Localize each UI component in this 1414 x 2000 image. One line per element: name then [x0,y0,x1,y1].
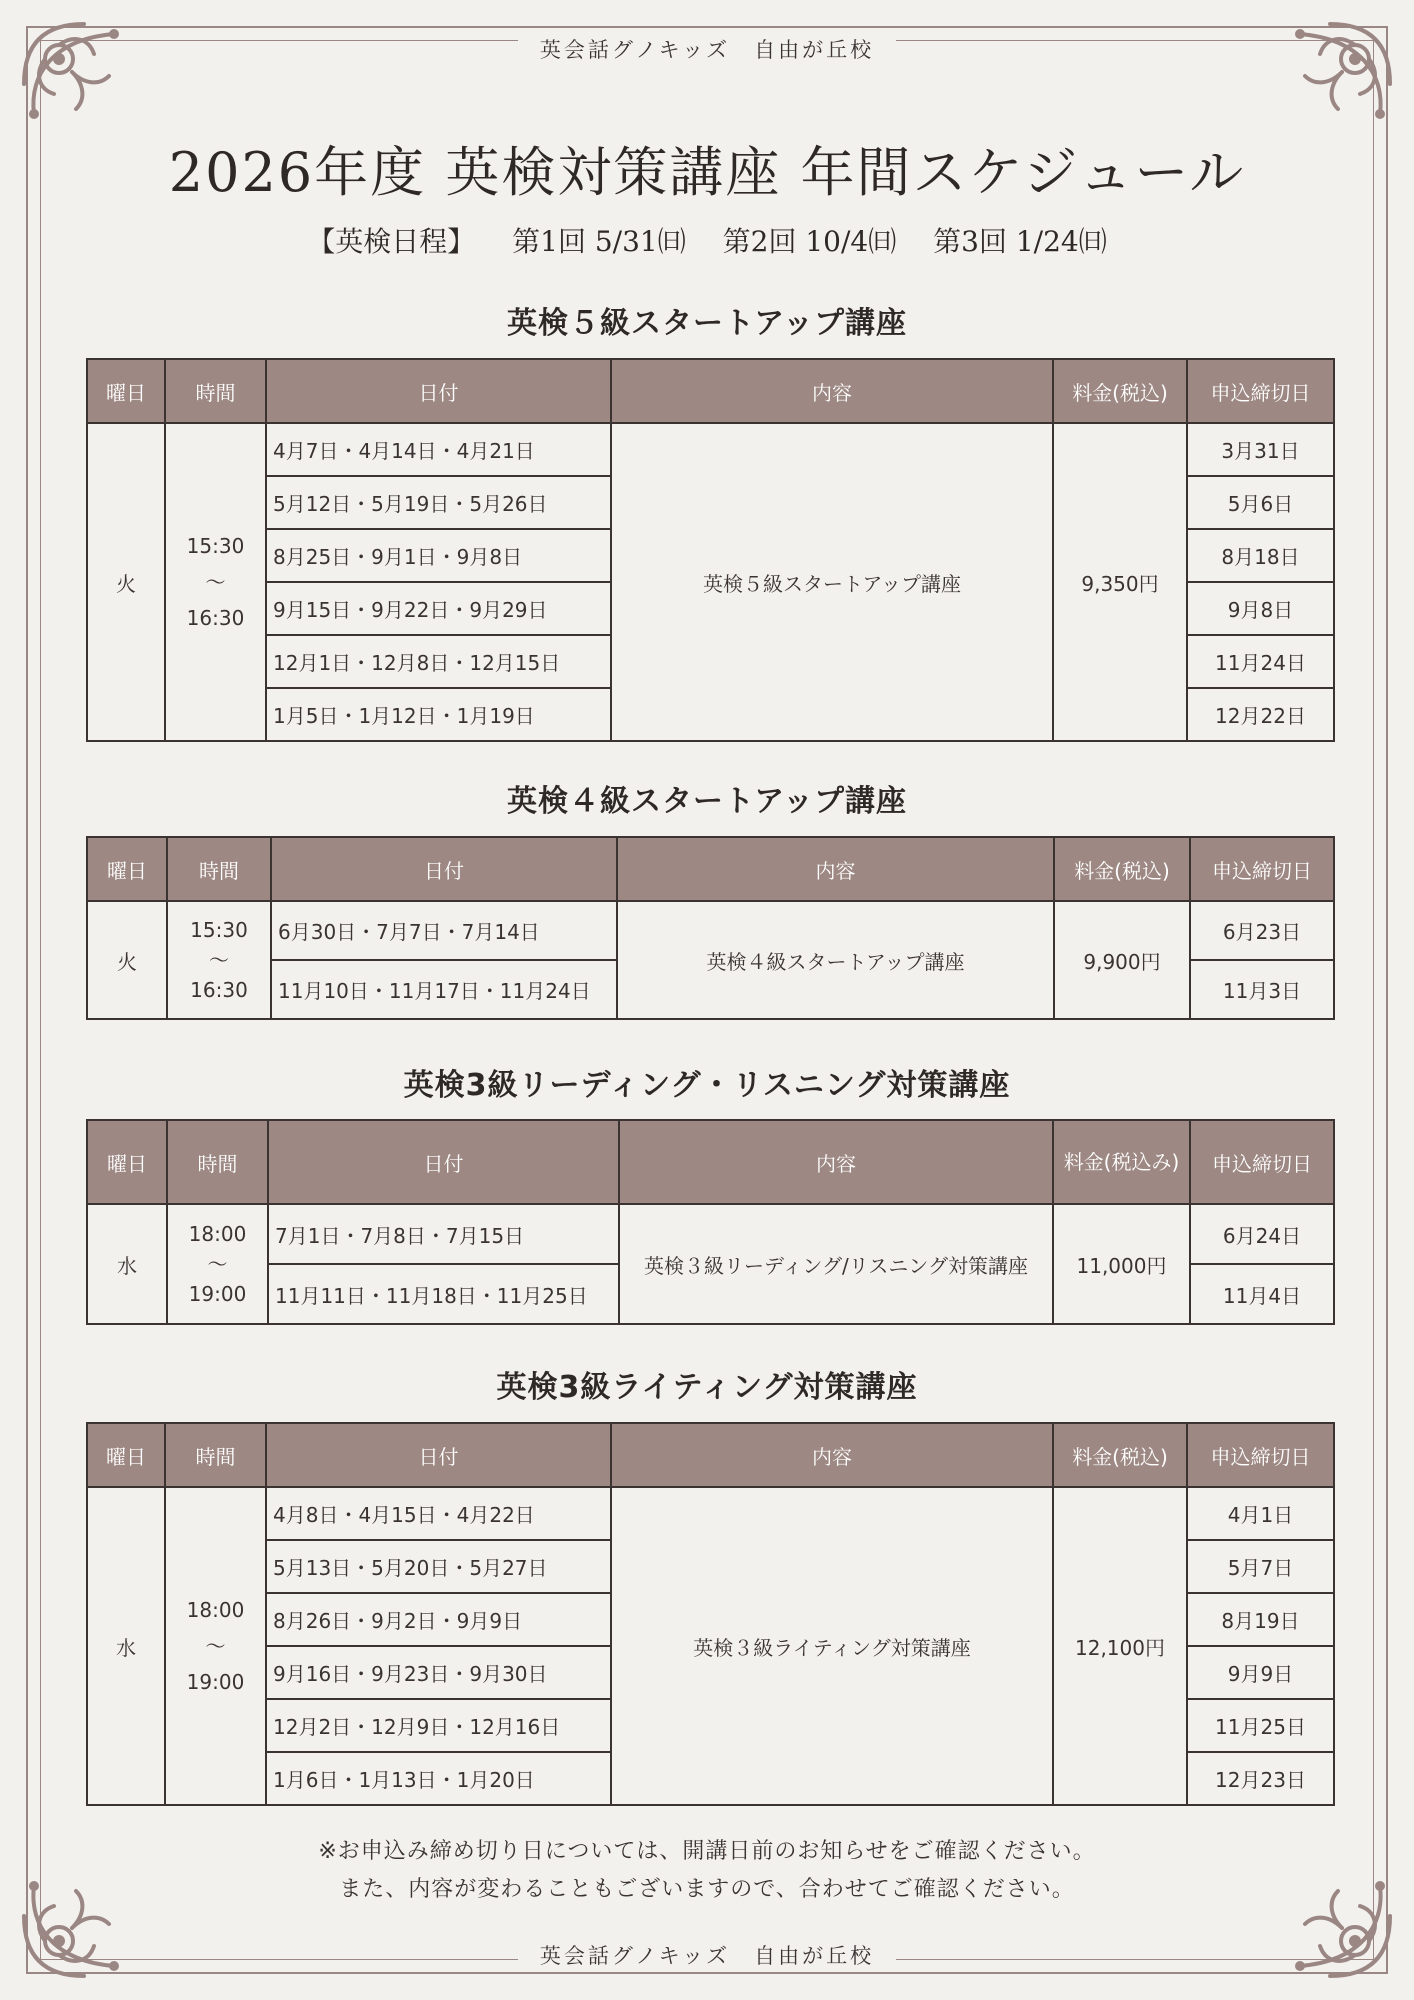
deadline-cell: 12月23日 [1187,1752,1334,1805]
section-title: 英検４級スタートアップ講座 [507,784,907,819]
footnote-line: ※お申込み締め切り日については、開講日前のお知らせをご確認ください。 [318,1839,1096,1864]
header-day: 曜日 [87,837,167,901]
fee-cell: 9,350円 [1053,423,1187,741]
header-fee: 料金(税込み) [1053,1120,1190,1204]
date-cell: 1月5日・1月12日・1月19日 [266,688,611,741]
header-deadline: 申込締切日 [1190,837,1334,901]
table-header-row [87,1120,1334,1204]
deadline-cell: 6月23日 [1190,901,1334,960]
deadline-cell: 11月24日 [1187,635,1334,688]
header-date: 日付 [266,359,611,423]
content-cell: 英検３級ライティング対策講座 [611,1487,1053,1805]
header-day: 曜日 [87,1423,165,1487]
exam-round: 第2回 10/4㈰ [722,225,897,258]
page-title: 2026年度 英検対策講座 年間スケジュール [168,141,1246,204]
deadline-cell: 11月25日 [1187,1699,1334,1752]
time-cell: 15:30 ～ 16:30 [167,901,271,1019]
day-cell: 水 [87,1487,165,1805]
school-tagline-bottom: 英会話グノキッズ 自由が丘校 [0,1940,1414,1970]
exam-round: 第1回 5/31㈰ [512,225,686,258]
schedule-table-grade3-writing [86,1422,1335,1806]
fee-cell: 11,000円 [1053,1204,1190,1324]
header-content: 内容 [611,359,1053,423]
table-row [87,423,1334,476]
section-title: 英検５級スタートアップ講座 [507,306,907,341]
date-cell: 7月1日・7月8日・7月15日 [268,1204,619,1264]
schedule-table-grade3-rl [86,1119,1335,1325]
deadline-cell: 11月4日 [1190,1264,1334,1324]
header-day: 曜日 [87,1120,167,1204]
exam-schedule-label: 【英検日程】 [307,225,476,258]
table-header-row [87,1423,1334,1487]
deadline-cell: 4月1日 [1187,1487,1334,1540]
table-row [87,901,1334,960]
exam-round: 第3回 1/24㈰ [933,225,1107,258]
header-fee: 料金(税込) [1053,359,1187,423]
deadline-cell: 5月6日 [1187,476,1334,529]
header-time: 時間 [167,837,271,901]
date-cell: 6月30日・7月7日・7月14日 [271,901,617,960]
header-content: 内容 [611,1423,1053,1487]
fee-cell: 12,100円 [1053,1487,1187,1805]
deadline-cell: 3月31日 [1187,423,1334,476]
time-cell: 18:00 ～ 19:00 [165,1487,266,1805]
deadline-cell: 9月9日 [1187,1646,1334,1699]
header-fee: 料金(税込) [1053,1423,1187,1487]
fee-cell: 9,900円 [1054,901,1190,1019]
date-cell: 11月10日・11月17日・11月24日 [271,960,617,1019]
date-cell: 11月11日・11月18日・11月25日 [268,1264,619,1324]
header-content: 内容 [617,837,1054,901]
header-deadline: 申込締切日 [1190,1120,1334,1204]
content-cell: 英検５級スタートアップ講座 [611,423,1053,741]
deadline-cell: 8月19日 [1187,1593,1334,1646]
deadline-cell: 12月22日 [1187,688,1334,741]
date-cell: 4月7日・4月14日・4月21日 [266,423,611,476]
day-cell: 火 [87,423,165,741]
footnote-line: また、内容が変わることもございますので、合わせてご確認ください。 [339,1877,1075,1902]
deadline-cell: 9月8日 [1187,582,1334,635]
content-cell: 英検４級スタートアップ講座 [617,901,1054,1019]
header-content: 内容 [619,1120,1053,1204]
exam-schedule [0,220,1414,260]
table-header-row [87,837,1334,901]
header-time: 時間 [167,1120,268,1204]
deadline-cell: 6月24日 [1190,1204,1334,1264]
header-date: 日付 [271,837,617,901]
day-cell: 火 [87,901,167,1019]
deadline-cell: 8月18日 [1187,529,1334,582]
date-cell: 8月25日・9月1日・9月8日 [266,529,611,582]
table-row [87,1204,1334,1264]
date-cell: 8月26日・9月2日・9月9日 [266,1593,611,1646]
schedule-table-grade5 [86,358,1335,742]
content-cell: 英検３級リーディング/リスニング対策講座 [619,1204,1053,1324]
schedule-table-grade4 [86,836,1335,1020]
header-date: 日付 [266,1423,611,1487]
table-row [87,1487,1334,1540]
footnote [0,1833,1414,1909]
table-header-row [87,359,1334,423]
date-cell: 5月12日・5月19日・5月26日 [266,476,611,529]
date-cell: 9月16日・9月23日・9月30日 [266,1646,611,1699]
section-title: 英検3級ライティング対策講座 [496,1370,918,1405]
date-cell: 12月2日・12月9日・12月16日 [266,1699,611,1752]
header-date: 日付 [268,1120,619,1204]
school-tagline-top: 英会話グノキッズ 自由が丘校 [0,34,1414,64]
header-time: 時間 [165,359,266,423]
header-deadline: 申込締切日 [1187,1423,1334,1487]
header-day: 曜日 [87,359,165,423]
date-cell: 4月8日・4月15日・4月22日 [266,1487,611,1540]
date-cell: 1月6日・1月13日・1月20日 [266,1752,611,1805]
deadline-cell: 5月7日 [1187,1540,1334,1593]
section-title: 英検3級リーディング・リスニング対策講座 [403,1068,1011,1103]
deadline-cell: 11月3日 [1190,960,1334,1019]
header-time: 時間 [165,1423,266,1487]
date-cell: 12月1日・12月8日・12月15日 [266,635,611,688]
time-cell: 18:00 ～ 19:00 [167,1204,268,1324]
header-deadline: 申込締切日 [1187,359,1334,423]
header-fee: 料金(税込) [1054,837,1190,901]
day-cell: 水 [87,1204,167,1324]
date-cell: 5月13日・5月20日・5月27日 [266,1540,611,1593]
date-cell: 9月15日・9月22日・9月29日 [266,582,611,635]
time-cell: 15:30 ～ 16:30 [165,423,266,741]
